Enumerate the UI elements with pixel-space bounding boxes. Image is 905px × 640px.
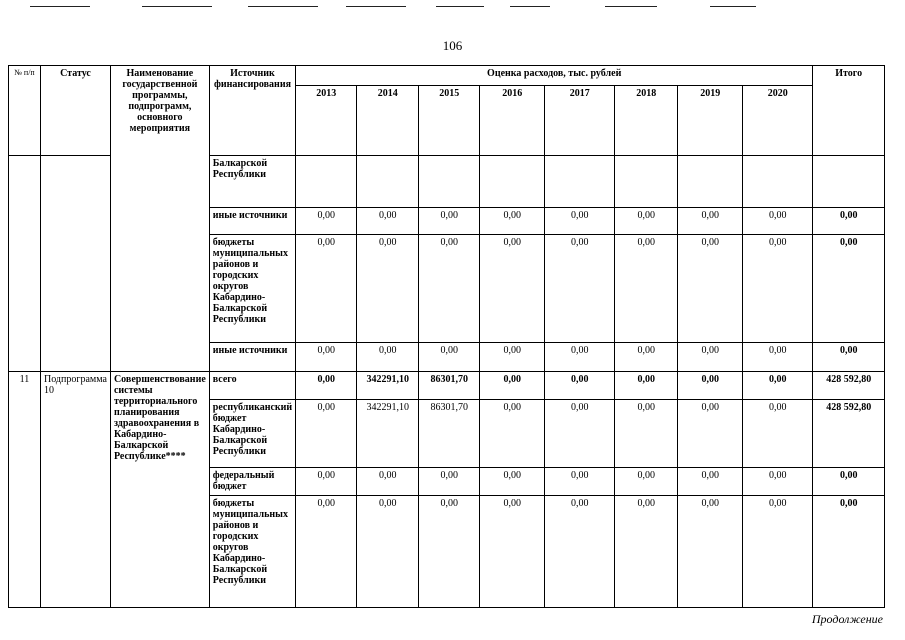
value-cell: 0,00 xyxy=(296,208,357,235)
value-cell xyxy=(678,156,743,208)
value-cell: 0,00 xyxy=(743,372,813,400)
total-cell: 0,00 xyxy=(813,235,885,343)
top-rule-segment xyxy=(248,6,318,7)
header-status: Статус xyxy=(41,66,111,156)
source-cell: республиканский бюджет Кабардино-Балкарской Республики xyxy=(209,400,295,468)
expense-table xyxy=(8,65,885,608)
value-cell xyxy=(615,156,678,208)
cell-status-empty xyxy=(41,156,111,372)
value-cell: 0,00 xyxy=(357,343,419,372)
value-cell: 0,00 xyxy=(545,372,615,400)
total-cell xyxy=(813,156,885,208)
value-cell: 0,00 xyxy=(296,235,357,343)
source-cell: бюджеты муниципальных районов и городских округов Кабардино-Балкарской Республики xyxy=(209,235,295,343)
top-rule-segment xyxy=(605,6,657,7)
table-row xyxy=(9,372,885,400)
value-cell: 0,00 xyxy=(357,208,419,235)
year-header: 2019 xyxy=(678,86,743,156)
value-cell: 0,00 xyxy=(615,496,678,608)
value-cell: 0,00 xyxy=(296,468,357,496)
value-cell: 0,00 xyxy=(615,468,678,496)
value-cell: 0,00 xyxy=(743,496,813,608)
total-cell: 428 592,80 xyxy=(813,400,885,468)
value-cell: 0,00 xyxy=(419,235,480,343)
total-cell: 428 592,80 xyxy=(813,372,885,400)
header-row xyxy=(9,66,885,86)
value-cell: 0,00 xyxy=(545,208,615,235)
value-cell xyxy=(545,156,615,208)
value-cell: 0,00 xyxy=(357,235,419,343)
source-cell: Балкарской Республики xyxy=(209,156,295,208)
value-cell: 0,00 xyxy=(480,343,545,372)
value-cell: 86301,70 xyxy=(419,372,480,400)
value-cell: 0,00 xyxy=(678,400,743,468)
value-cell: 0,00 xyxy=(678,372,743,400)
value-cell: 342291,10 xyxy=(357,400,419,468)
value-cell: 0,00 xyxy=(419,208,480,235)
year-header: 2020 xyxy=(743,86,813,156)
value-cell: 0,00 xyxy=(678,235,743,343)
subprogram-name: Совершенствование системы территориального планирования здравоохранения в Кабардино-Балкарской Республике**** xyxy=(110,372,209,608)
value-cell: 0,00 xyxy=(545,235,615,343)
year-header: 2018 xyxy=(615,86,678,156)
total-cell: 0,00 xyxy=(813,343,885,372)
value-cell: 0,00 xyxy=(743,400,813,468)
value-cell: 0,00 xyxy=(743,343,813,372)
value-cell: 0,00 xyxy=(615,372,678,400)
top-rule-segment xyxy=(30,6,90,7)
value-cell xyxy=(357,156,419,208)
top-rule-segment xyxy=(510,6,550,7)
year-header: 2016 xyxy=(480,86,545,156)
page-number: 106 xyxy=(442,38,463,53)
value-cell: 0,00 xyxy=(615,343,678,372)
value-cell: 0,00 xyxy=(545,496,615,608)
total-cell: 0,00 xyxy=(813,208,885,235)
value-cell xyxy=(480,156,545,208)
row-number: 11 xyxy=(9,372,41,608)
value-cell: 0,00 xyxy=(743,468,813,496)
value-cell: 0,00 xyxy=(296,372,357,400)
value-cell: 0,00 xyxy=(296,343,357,372)
header-total: Итого xyxy=(813,66,885,156)
subprogram-status: Подпрограмма 10 xyxy=(41,372,111,608)
top-rule-segment xyxy=(346,6,406,7)
value-cell: 0,00 xyxy=(615,400,678,468)
value-cell: 0,00 xyxy=(678,496,743,608)
value-cell: 0,00 xyxy=(615,208,678,235)
value-cell: 0,00 xyxy=(743,208,813,235)
source-cell: иные источники xyxy=(209,208,295,235)
value-cell xyxy=(743,156,813,208)
year-header: 2013 xyxy=(296,86,357,156)
year-header: 2017 xyxy=(545,86,615,156)
value-cell: 0,00 xyxy=(545,468,615,496)
cell-num-empty xyxy=(9,156,41,372)
header-estimate: Оценка расходов, тыс. рублей xyxy=(296,66,813,86)
source-cell: федеральный бюджет xyxy=(209,468,295,496)
value-cell: 0,00 xyxy=(419,496,480,608)
value-cell: 0,00 xyxy=(480,496,545,608)
source-cell: всего xyxy=(209,372,295,400)
continuation-note: Продолжение xyxy=(811,612,883,626)
top-rule-segment xyxy=(710,6,756,7)
value-cell xyxy=(296,156,357,208)
value-cell: 0,00 xyxy=(419,343,480,372)
value-cell: 0,00 xyxy=(545,400,615,468)
header-num: № п/п xyxy=(9,66,41,156)
source-cell: бюджеты муниципальных районов и городских округов Кабардино-Балкарской Республики xyxy=(209,496,295,608)
value-cell: 0,00 xyxy=(357,468,419,496)
top-rule-segment xyxy=(142,6,212,7)
value-cell: 0,00 xyxy=(480,208,545,235)
value-cell: 0,00 xyxy=(743,235,813,343)
value-cell: 0,00 xyxy=(296,496,357,608)
value-cell: 342291,10 xyxy=(357,372,419,400)
year-header: 2015 xyxy=(419,86,480,156)
value-cell: 0,00 xyxy=(545,343,615,372)
value-cell xyxy=(419,156,480,208)
value-cell: 0,00 xyxy=(678,343,743,372)
top-rule-segment xyxy=(436,6,484,7)
total-cell: 0,00 xyxy=(813,496,885,608)
total-cell: 0,00 xyxy=(813,468,885,496)
year-header: 2014 xyxy=(357,86,419,156)
value-cell: 0,00 xyxy=(480,235,545,343)
source-cell: иные источники xyxy=(209,343,295,372)
header-name: Наименование государственной программы, подпрограмм, основного мероприятия xyxy=(110,66,209,372)
value-cell: 0,00 xyxy=(480,468,545,496)
value-cell: 0,00 xyxy=(678,468,743,496)
value-cell: 0,00 xyxy=(357,496,419,608)
value-cell: 86301,70 xyxy=(419,400,480,468)
value-cell: 0,00 xyxy=(615,235,678,343)
value-cell: 0,00 xyxy=(480,372,545,400)
value-cell: 0,00 xyxy=(296,400,357,468)
value-cell: 0,00 xyxy=(480,400,545,468)
value-cell: 0,00 xyxy=(678,208,743,235)
header-source: Источник финансирования xyxy=(209,66,295,156)
value-cell: 0,00 xyxy=(419,468,480,496)
